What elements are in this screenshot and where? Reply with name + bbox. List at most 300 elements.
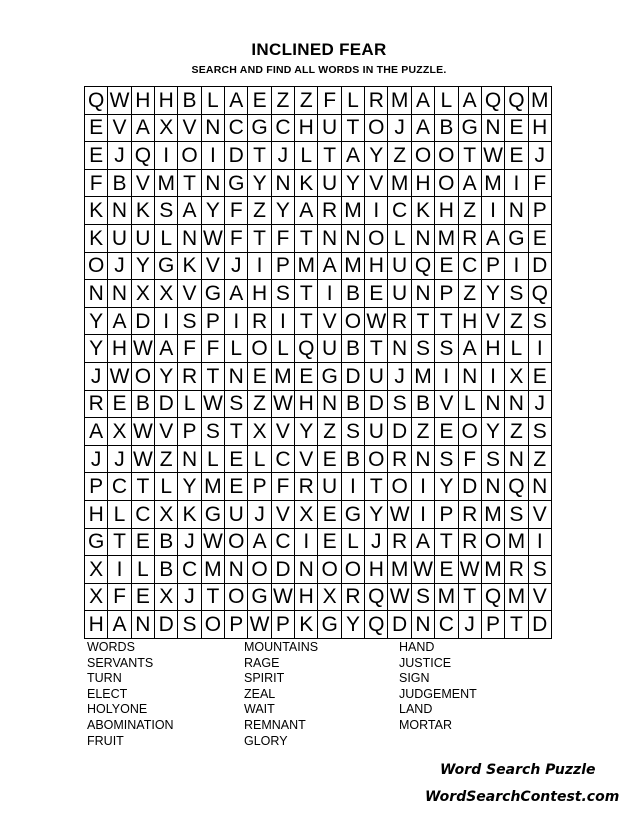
grid-cell[interactable]: E (505, 142, 528, 170)
grid-cell[interactable]: T (435, 528, 458, 556)
grid-cell[interactable]: U (225, 500, 248, 528)
grid-cell[interactable]: G (225, 169, 248, 197)
grid-cell[interactable]: N (481, 114, 504, 142)
grid-cell[interactable]: O (341, 307, 364, 335)
grid-cell[interactable]: X (131, 280, 154, 308)
grid-cell[interactable]: V (155, 418, 178, 446)
grid-cell[interactable]: V (201, 252, 224, 280)
grid-cell[interactable]: Y (295, 418, 318, 446)
grid-cell[interactable]: E (318, 445, 341, 473)
grid-cell[interactable]: W (201, 390, 224, 418)
brand-url[interactable]: WordSearchContest.com (425, 789, 620, 805)
grid-cell[interactable]: P (85, 473, 108, 501)
grid-cell[interactable]: L (341, 528, 364, 556)
grid-cell[interactable]: W (131, 445, 154, 473)
grid-cell[interactable]: I (411, 500, 434, 528)
grid-cell[interactable]: N (201, 114, 224, 142)
grid-cell[interactable]: N (411, 224, 434, 252)
grid-cell[interactable]: B (341, 445, 364, 473)
grid-cell[interactable]: O (248, 556, 271, 584)
grid-cell[interactable]: A (155, 335, 178, 363)
grid-cell[interactable]: X (108, 418, 131, 446)
grid-cell[interactable]: O (318, 556, 341, 584)
grid-cell[interactable]: A (318, 252, 341, 280)
grid-cell[interactable]: L (178, 390, 201, 418)
grid-cell[interactable]: S (481, 445, 504, 473)
grid-cell[interactable]: Y (341, 169, 364, 197)
grid-cell[interactable]: O (365, 445, 388, 473)
grid-cell[interactable]: E (435, 418, 458, 446)
grid-cell[interactable]: R (248, 307, 271, 335)
grid-cell[interactable]: F (178, 335, 201, 363)
grid-cell[interactable]: N (225, 556, 248, 584)
grid-cell[interactable]: N (528, 473, 551, 501)
grid-cell[interactable]: H (295, 583, 318, 611)
grid-cell[interactable]: U (365, 418, 388, 446)
grid-cell[interactable]: B (131, 390, 154, 418)
grid-cell[interactable]: I (318, 280, 341, 308)
grid-cell[interactable]: A (225, 280, 248, 308)
grid-cell[interactable]: B (155, 528, 178, 556)
grid-cell[interactable]: Y (85, 307, 108, 335)
grid-cell[interactable]: G (458, 114, 481, 142)
grid-cell[interactable]: I (481, 197, 504, 225)
grid-cell[interactable]: Q (85, 87, 108, 115)
grid-cell[interactable]: S (505, 280, 528, 308)
grid-cell[interactable]: Q (365, 611, 388, 639)
grid-cell[interactable]: T (108, 528, 131, 556)
grid-cell[interactable]: S (435, 445, 458, 473)
grid-cell[interactable]: T (435, 307, 458, 335)
grid-cell[interactable]: Q (295, 335, 318, 363)
grid-cell[interactable]: J (271, 142, 294, 170)
grid-cell[interactable]: S (341, 418, 364, 446)
grid-cell[interactable]: B (435, 114, 458, 142)
grid-cell[interactable]: X (85, 583, 108, 611)
grid-cell[interactable]: O (388, 473, 411, 501)
grid-cell[interactable]: V (295, 445, 318, 473)
grid-cell[interactable]: N (481, 390, 504, 418)
grid-cell[interactable]: H (295, 390, 318, 418)
grid-cell[interactable]: E (131, 528, 154, 556)
grid-cell[interactable]: E (528, 224, 551, 252)
grid-cell[interactable]: E (528, 362, 551, 390)
grid-cell[interactable]: F (458, 445, 481, 473)
grid-cell[interactable]: D (131, 307, 154, 335)
grid-cell[interactable]: O (201, 611, 224, 639)
grid-cell[interactable]: T (295, 280, 318, 308)
grid-cell[interactable]: S (178, 611, 201, 639)
grid-cell[interactable]: B (155, 556, 178, 584)
grid-cell[interactable]: L (435, 87, 458, 115)
grid-cell[interactable]: W (131, 335, 154, 363)
grid-cell[interactable]: I (295, 528, 318, 556)
grid-cell[interactable]: B (108, 169, 131, 197)
grid-cell[interactable]: W (248, 611, 271, 639)
grid-cell[interactable]: X (155, 583, 178, 611)
grid-cell[interactable]: E (318, 528, 341, 556)
grid-cell[interactable]: A (85, 418, 108, 446)
grid-cell[interactable]: E (435, 252, 458, 280)
grid-cell[interactable]: T (341, 114, 364, 142)
grid-cell[interactable]: H (85, 611, 108, 639)
grid-cell[interactable]: D (271, 556, 294, 584)
grid-cell[interactable]: U (365, 362, 388, 390)
grid-cell[interactable]: L (505, 335, 528, 363)
grid-cell[interactable]: H (458, 307, 481, 335)
grid-cell[interactable]: P (481, 252, 504, 280)
grid-cell[interactable]: M (388, 87, 411, 115)
grid-cell[interactable]: O (131, 362, 154, 390)
grid-cell[interactable]: E (131, 583, 154, 611)
grid-cell[interactable]: R (365, 87, 388, 115)
grid-cell[interactable]: Z (271, 87, 294, 115)
grid-cell[interactable]: X (85, 556, 108, 584)
grid-cell[interactable]: N (318, 390, 341, 418)
grid-cell[interactable]: Y (341, 611, 364, 639)
grid-cell[interactable]: S (435, 335, 458, 363)
grid-cell[interactable]: V (481, 307, 504, 335)
grid-cell[interactable]: L (201, 445, 224, 473)
grid-cell[interactable]: N (388, 335, 411, 363)
grid-cell[interactable]: S (505, 500, 528, 528)
grid-cell[interactable]: M (481, 169, 504, 197)
grid-cell[interactable]: T (201, 583, 224, 611)
grid-cell[interactable]: Q (528, 280, 551, 308)
grid-cell[interactable]: A (481, 224, 504, 252)
grid-cell[interactable]: P (201, 307, 224, 335)
grid-cell[interactable]: B (341, 280, 364, 308)
grid-cell[interactable]: D (155, 390, 178, 418)
grid-cell[interactable]: D (388, 611, 411, 639)
grid-cell[interactable]: B (178, 87, 201, 115)
grid-cell[interactable]: O (458, 418, 481, 446)
grid-cell[interactable]: W (365, 307, 388, 335)
grid-cell[interactable]: O (481, 528, 504, 556)
grid-cell[interactable]: M (295, 252, 318, 280)
grid-cell[interactable]: H (365, 556, 388, 584)
grid-cell[interactable]: M (528, 87, 551, 115)
grid-cell[interactable]: D (155, 611, 178, 639)
grid-cell[interactable]: J (528, 142, 551, 170)
grid-cell[interactable]: O (225, 528, 248, 556)
grid-cell[interactable]: U (108, 224, 131, 252)
grid-cell[interactable]: H (435, 197, 458, 225)
grid-cell[interactable]: R (85, 390, 108, 418)
grid-cell[interactable]: V (178, 114, 201, 142)
grid-cell[interactable]: M (505, 583, 528, 611)
grid-cell[interactable]: U (318, 114, 341, 142)
grid-cell[interactable]: Q (505, 87, 528, 115)
grid-cell[interactable]: X (505, 362, 528, 390)
grid-cell[interactable]: U (388, 280, 411, 308)
grid-cell[interactable]: L (155, 473, 178, 501)
grid-cell[interactable]: P (271, 252, 294, 280)
grid-cell[interactable]: I (271, 307, 294, 335)
grid-cell[interactable]: Q (411, 252, 434, 280)
grid-cell[interactable]: H (85, 500, 108, 528)
grid-cell[interactable]: D (528, 252, 551, 280)
grid-cell[interactable]: S (155, 197, 178, 225)
grid-cell[interactable]: F (225, 224, 248, 252)
grid-cell[interactable]: P (178, 418, 201, 446)
grid-cell[interactable]: Y (481, 280, 504, 308)
grid-cell[interactable]: A (295, 197, 318, 225)
grid-cell[interactable]: K (131, 197, 154, 225)
grid-cell[interactable]: N (505, 445, 528, 473)
grid-cell[interactable]: Z (155, 445, 178, 473)
grid-cell[interactable]: L (155, 224, 178, 252)
grid-cell[interactable]: I (528, 528, 551, 556)
grid-cell[interactable]: A (108, 611, 131, 639)
grid-cell[interactable]: R (458, 528, 481, 556)
grid-cell[interactable]: G (248, 114, 271, 142)
grid-cell[interactable]: Z (248, 390, 271, 418)
grid-cell[interactable]: W (201, 224, 224, 252)
grid-cell[interactable]: M (155, 169, 178, 197)
grid-cell[interactable]: G (505, 224, 528, 252)
grid-cell[interactable]: P (271, 611, 294, 639)
grid-cell[interactable]: I (411, 473, 434, 501)
grid-cell[interactable]: B (341, 335, 364, 363)
grid-cell[interactable]: N (178, 224, 201, 252)
grid-cell[interactable]: V (318, 307, 341, 335)
grid-cell[interactable]: K (178, 500, 201, 528)
grid-cell[interactable]: U (318, 335, 341, 363)
grid-cell[interactable]: G (318, 362, 341, 390)
grid-cell[interactable]: N (341, 224, 364, 252)
grid-cell[interactable]: Y (85, 335, 108, 363)
grid-cell[interactable]: R (458, 500, 481, 528)
grid-cell[interactable]: H (108, 335, 131, 363)
grid-cell[interactable]: J (248, 500, 271, 528)
grid-cell[interactable]: S (528, 418, 551, 446)
grid-cell[interactable]: K (178, 252, 201, 280)
grid-cell[interactable]: V (178, 280, 201, 308)
grid-cell[interactable]: M (388, 556, 411, 584)
grid-cell[interactable]: Y (178, 473, 201, 501)
grid-cell[interactable]: M (435, 583, 458, 611)
grid-cell[interactable]: N (178, 445, 201, 473)
grid-cell[interactable]: R (341, 583, 364, 611)
grid-cell[interactable]: I (248, 252, 271, 280)
grid-cell[interactable]: R (388, 445, 411, 473)
grid-cell[interactable]: O (411, 142, 434, 170)
grid-cell[interactable]: Q (481, 87, 504, 115)
grid-cell[interactable]: O (435, 169, 458, 197)
grid-cell[interactable]: V (131, 169, 154, 197)
grid-cell[interactable]: X (155, 500, 178, 528)
grid-cell[interactable]: X (318, 583, 341, 611)
grid-cell[interactable]: D (458, 473, 481, 501)
grid-cell[interactable]: W (411, 556, 434, 584)
grid-cell[interactable]: A (248, 528, 271, 556)
grid-cell[interactable]: R (388, 528, 411, 556)
grid-cell[interactable]: J (108, 252, 131, 280)
grid-cell[interactable]: J (178, 528, 201, 556)
grid-cell[interactable]: A (178, 197, 201, 225)
grid-cell[interactable]: F (318, 87, 341, 115)
grid-cell[interactable]: L (248, 445, 271, 473)
grid-cell[interactable]: M (271, 362, 294, 390)
grid-cell[interactable]: S (201, 418, 224, 446)
grid-cell[interactable]: I (481, 362, 504, 390)
grid-cell[interactable]: S (411, 583, 434, 611)
grid-cell[interactable]: V (271, 418, 294, 446)
grid-cell[interactable]: Z (505, 418, 528, 446)
grid-cell[interactable]: E (85, 142, 108, 170)
grid-cell[interactable]: T (365, 473, 388, 501)
grid-cell[interactable]: M (201, 473, 224, 501)
grid-cell[interactable]: E (365, 280, 388, 308)
grid-cell[interactable]: Q (481, 583, 504, 611)
grid-cell[interactable]: I (505, 252, 528, 280)
grid-cell[interactable]: D (528, 611, 551, 639)
grid-cell[interactable]: I (528, 335, 551, 363)
grid-cell[interactable]: T (248, 224, 271, 252)
grid-cell[interactable]: A (411, 528, 434, 556)
grid-cell[interactable]: L (131, 556, 154, 584)
grid-cell[interactable]: E (295, 362, 318, 390)
grid-cell[interactable]: A (458, 169, 481, 197)
grid-cell[interactable]: H (365, 252, 388, 280)
grid-cell[interactable]: P (248, 473, 271, 501)
grid-cell[interactable]: L (108, 500, 131, 528)
grid-cell[interactable]: W (108, 362, 131, 390)
grid-cell[interactable]: L (295, 142, 318, 170)
grid-cell[interactable]: W (458, 556, 481, 584)
grid-cell[interactable]: W (388, 583, 411, 611)
grid-cell[interactable]: O (365, 224, 388, 252)
grid-cell[interactable]: I (225, 307, 248, 335)
grid-cell[interactable]: F (201, 335, 224, 363)
grid-cell[interactable]: Y (435, 473, 458, 501)
grid-cell[interactable]: H (131, 87, 154, 115)
grid-cell[interactable]: M (481, 500, 504, 528)
grid-cell[interactable]: U (131, 224, 154, 252)
grid-cell[interactable]: M (388, 169, 411, 197)
grid-cell[interactable]: G (341, 500, 364, 528)
grid-cell[interactable]: K (295, 169, 318, 197)
grid-cell[interactable]: J (388, 114, 411, 142)
grid-cell[interactable]: N (411, 611, 434, 639)
grid-cell[interactable]: A (131, 114, 154, 142)
grid-cell[interactable]: P (528, 197, 551, 225)
grid-cell[interactable]: R (178, 362, 201, 390)
grid-cell[interactable]: F (108, 583, 131, 611)
grid-cell[interactable]: E (435, 556, 458, 584)
grid-cell[interactable]: X (295, 500, 318, 528)
grid-cell[interactable]: N (201, 169, 224, 197)
grid-cell[interactable]: T (201, 362, 224, 390)
grid-cell[interactable]: T (131, 473, 154, 501)
grid-cell[interactable]: W (108, 87, 131, 115)
grid-cell[interactable]: U (318, 473, 341, 501)
grid-cell[interactable]: J (458, 611, 481, 639)
grid-cell[interactable]: R (458, 224, 481, 252)
grid-cell[interactable]: I (505, 169, 528, 197)
grid-cell[interactable]: J (528, 390, 551, 418)
grid-cell[interactable]: L (271, 335, 294, 363)
grid-cell[interactable]: P (435, 280, 458, 308)
grid-cell[interactable]: N (85, 280, 108, 308)
grid-cell[interactable]: V (528, 500, 551, 528)
grid-cell[interactable]: E (225, 445, 248, 473)
grid-cell[interactable]: D (388, 418, 411, 446)
grid-cell[interactable]: K (295, 611, 318, 639)
grid-cell[interactable]: S (528, 307, 551, 335)
grid-cell[interactable]: H (411, 169, 434, 197)
grid-cell[interactable]: J (365, 528, 388, 556)
grid-cell[interactable]: X (248, 418, 271, 446)
grid-cell[interactable]: N (225, 362, 248, 390)
grid-cell[interactable]: T (178, 169, 201, 197)
grid-cell[interactable]: C (108, 473, 131, 501)
grid-cell[interactable]: J (85, 362, 108, 390)
grid-cell[interactable]: W (388, 500, 411, 528)
grid-cell[interactable]: M (481, 556, 504, 584)
grid-cell[interactable]: F (225, 197, 248, 225)
grid-cell[interactable]: N (505, 390, 528, 418)
grid-cell[interactable]: Z (248, 197, 271, 225)
grid-cell[interactable]: A (108, 307, 131, 335)
grid-cell[interactable]: W (271, 390, 294, 418)
grid-cell[interactable]: D (341, 362, 364, 390)
grid-cell[interactable]: N (411, 445, 434, 473)
grid-cell[interactable]: R (295, 473, 318, 501)
grid-cell[interactable]: G (201, 500, 224, 528)
grid-cell[interactable]: R (505, 556, 528, 584)
grid-cell[interactable]: L (388, 224, 411, 252)
grid-cell[interactable]: E (85, 114, 108, 142)
grid-cell[interactable]: Q (365, 583, 388, 611)
grid-cell[interactable]: U (388, 252, 411, 280)
grid-cell[interactable]: W (271, 583, 294, 611)
grid-cell[interactable]: E (248, 362, 271, 390)
grid-cell[interactable]: C (271, 114, 294, 142)
grid-cell[interactable]: I (155, 142, 178, 170)
grid-cell[interactable]: C (271, 528, 294, 556)
grid-cell[interactable]: L (201, 87, 224, 115)
grid-cell[interactable]: E (248, 87, 271, 115)
grid-cell[interactable]: Z (528, 445, 551, 473)
grid-cell[interactable]: M (341, 252, 364, 280)
grid-cell[interactable]: A (411, 114, 434, 142)
grid-cell[interactable]: N (131, 611, 154, 639)
grid-cell[interactable]: N (108, 197, 131, 225)
grid-cell[interactable]: I (201, 142, 224, 170)
grid-cell[interactable]: I (108, 556, 131, 584)
grid-cell[interactable]: T (295, 224, 318, 252)
grid-cell[interactable]: J (108, 142, 131, 170)
grid-cell[interactable]: C (131, 500, 154, 528)
grid-cell[interactable]: N (108, 280, 131, 308)
grid-cell[interactable]: T (505, 611, 528, 639)
grid-cell[interactable]: I (435, 362, 458, 390)
grid-cell[interactable]: W (201, 528, 224, 556)
grid-cell[interactable]: Y (131, 252, 154, 280)
grid-cell[interactable]: Y (155, 362, 178, 390)
grid-cell[interactable]: Y (365, 500, 388, 528)
grid-cell[interactable]: A (411, 87, 434, 115)
grid-cell[interactable]: G (201, 280, 224, 308)
grid-cell[interactable]: I (341, 473, 364, 501)
grid-cell[interactable]: S (388, 390, 411, 418)
grid-cell[interactable]: S (271, 280, 294, 308)
grid-cell[interactable]: K (85, 224, 108, 252)
grid-cell[interactable]: N (271, 169, 294, 197)
grid-cell[interactable]: W (481, 142, 504, 170)
